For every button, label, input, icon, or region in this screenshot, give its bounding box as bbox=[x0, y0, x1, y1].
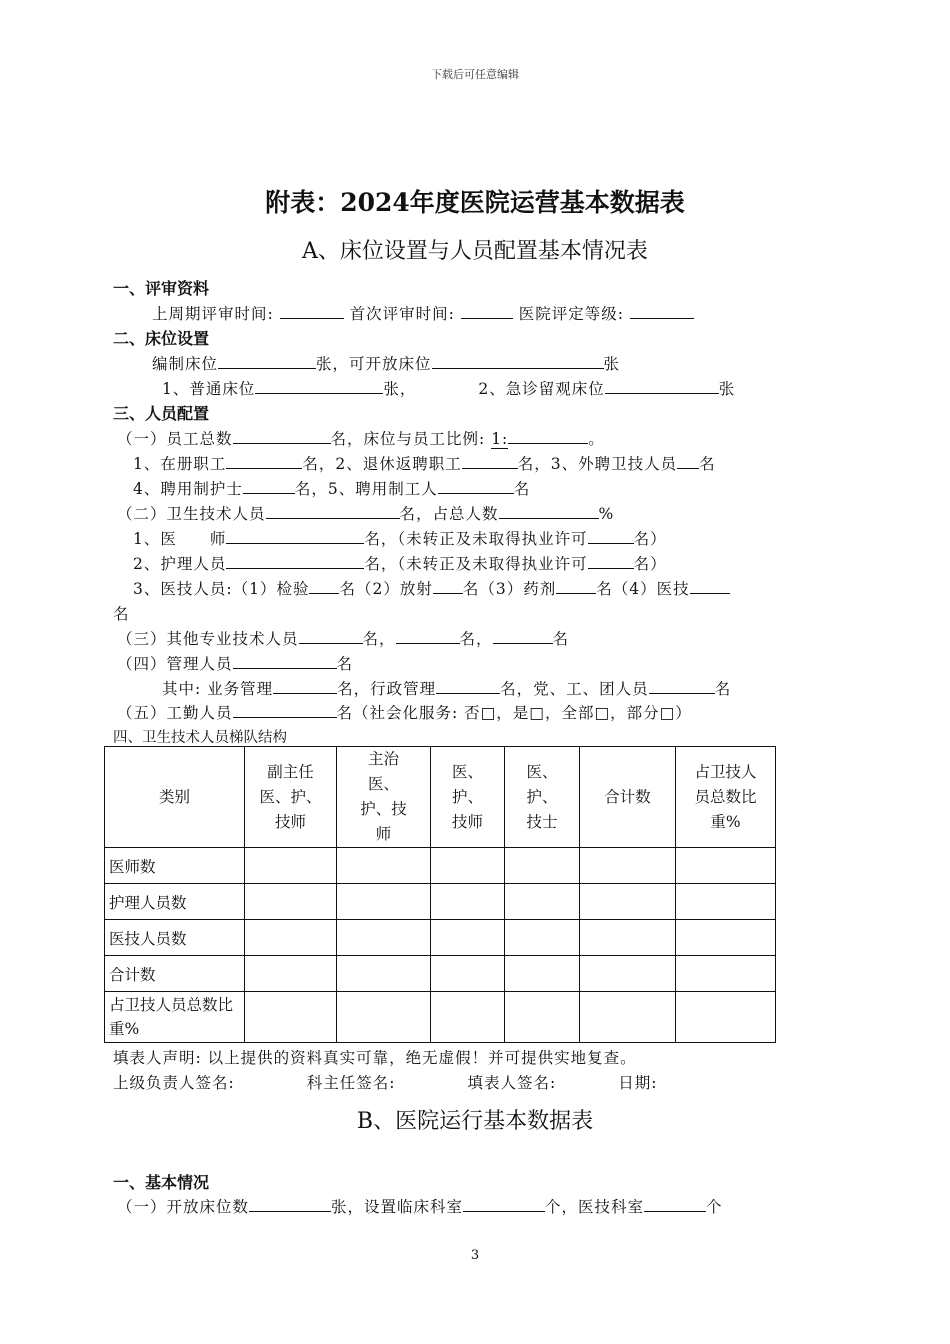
table-cell[interactable] bbox=[431, 920, 505, 956]
table-row bbox=[105, 848, 776, 884]
label-service-workers: （五）工勤人员 bbox=[117, 704, 233, 722]
section-b-title: B、医院运行基本数据表 bbox=[356, 1109, 594, 1134]
label-filler-signature: 填表人签名: bbox=[467, 1074, 557, 1092]
blank-registered-staff[interactable] bbox=[226, 453, 302, 469]
unit-close: 名） bbox=[633, 555, 667, 573]
label-admin-mgmt: 名，行政管理 bbox=[337, 680, 437, 698]
label-business-mgmt: 其中: 业务管理 bbox=[162, 680, 274, 698]
label-director-signature: 科主任签名: bbox=[306, 1074, 396, 1092]
table-cell[interactable] bbox=[505, 920, 580, 956]
tech-structure-table bbox=[104, 746, 776, 1043]
label-nurses: 2、护理人员 bbox=[133, 555, 227, 573]
table-cell[interactable] bbox=[431, 992, 505, 1043]
blank-hospital-grade[interactable] bbox=[630, 303, 694, 319]
blank-external-tech[interactable] bbox=[677, 453, 699, 469]
staff-line-11 bbox=[117, 701, 692, 723]
table-cell[interactable] bbox=[580, 920, 676, 956]
label-registered-staff: 1、在册职工 bbox=[133, 455, 227, 473]
label-other-professionals: （三）其他专业技术人员 bbox=[117, 630, 299, 648]
label-hospital-grade: 医院评定等级: bbox=[518, 305, 624, 323]
table-cell[interactable] bbox=[580, 848, 676, 884]
label-tech-depts: 个，医技科室 bbox=[545, 1198, 645, 1216]
unit-emergency-beds: 张 bbox=[718, 380, 736, 398]
unit-persons: 名 bbox=[513, 480, 531, 498]
unit-beds: 张 bbox=[603, 355, 621, 373]
blank-physicians-unlicensed[interactable] bbox=[588, 528, 634, 544]
unit-comma: 名， bbox=[362, 630, 396, 648]
label-date: 日期: bbox=[618, 1074, 658, 1092]
table-cell[interactable] bbox=[431, 884, 505, 920]
heading-bed-setup: 二、床位设置 bbox=[113, 329, 210, 348]
col-header: 副主任医、护、技师 bbox=[245, 747, 337, 848]
label-share-total: 名，占总人数 bbox=[399, 505, 499, 523]
ratio-prefix: 1: bbox=[491, 430, 509, 448]
col-header: 医、护、技士 bbox=[505, 747, 580, 848]
blank-admin-mgmt[interactable] bbox=[436, 678, 500, 694]
table-cell[interactable] bbox=[505, 884, 580, 920]
label-med-tech: 3、医技人员:（1）检验 bbox=[133, 580, 310, 598]
col-header: 医、护、技师 bbox=[431, 747, 505, 848]
staff-line-3 bbox=[133, 477, 530, 499]
blank-physicians[interactable] bbox=[226, 528, 364, 544]
staff-line-7 bbox=[133, 577, 730, 599]
heading-basic-info: 一、基本情况 bbox=[113, 1173, 210, 1192]
blank-normal-beds[interactable] bbox=[255, 378, 383, 394]
unit-close: 名） bbox=[633, 530, 667, 548]
staff-line-4 bbox=[117, 502, 614, 524]
blank-contract-nurses[interactable] bbox=[243, 478, 295, 494]
staff-line-10 bbox=[162, 677, 731, 699]
heading-staffing: 三、人员配置 bbox=[113, 404, 210, 423]
label-bed-staff-ratio: 名，床位与员工比例: bbox=[330, 430, 486, 448]
label-normal-beds: 1、普通床位 bbox=[162, 380, 256, 398]
staff-line-8 bbox=[117, 627, 569, 649]
label-radiology: 名（2）放射 bbox=[339, 580, 433, 598]
unit-normal-beds: 张， bbox=[383, 380, 417, 398]
table-cell[interactable] bbox=[245, 884, 337, 920]
col-header: 主治医、护、技师 bbox=[337, 747, 431, 848]
label-pharmacy: 名（3）药剂 bbox=[462, 580, 557, 598]
staff-line-9 bbox=[117, 652, 353, 674]
table-cell[interactable] bbox=[580, 992, 676, 1043]
table-cell[interactable] bbox=[676, 992, 776, 1043]
col-header: 合计数 bbox=[580, 747, 676, 848]
heading-tech-structure: 四、卫生技术人员梯队结构 bbox=[113, 730, 287, 746]
label-rehired: 名，2、退休返聘职工 bbox=[302, 455, 462, 473]
row-label: 占卫技人员总数比重% bbox=[105, 992, 245, 1043]
blank-management[interactable] bbox=[233, 653, 337, 669]
table-row bbox=[105, 920, 776, 956]
table-row bbox=[105, 992, 776, 1043]
table-cell[interactable] bbox=[505, 992, 580, 1043]
label-external-tech: 名，3、外聘卫技人员 bbox=[517, 455, 678, 473]
label-total-staff: （一）员工总数 bbox=[117, 430, 233, 448]
label-outsourcing-options: 名（社会化服务: 否□，是□，全部□，部分□） bbox=[336, 704, 692, 722]
blank-lab[interactable] bbox=[309, 578, 339, 594]
label-other-tech: 名（4）医技 bbox=[596, 580, 690, 598]
period: 。 bbox=[588, 430, 605, 448]
unit-persons: 名 bbox=[699, 455, 716, 473]
label-open-beds-b: （一）开放床位数 bbox=[117, 1198, 250, 1216]
bed-line-2 bbox=[162, 377, 735, 399]
review-line bbox=[152, 302, 694, 324]
table-cell[interactable] bbox=[505, 956, 580, 992]
blank-total-staff[interactable] bbox=[233, 428, 331, 444]
blank-tech-depts[interactable] bbox=[644, 1196, 706, 1212]
table-cell[interactable] bbox=[676, 848, 776, 884]
table-cell[interactable] bbox=[337, 848, 431, 884]
label-physicians-unlicensed: 名，（未转正及未取得执业许可 bbox=[364, 530, 588, 548]
blank-other-tech[interactable] bbox=[690, 578, 730, 594]
label-health-tech: （二）卫生技术人员 bbox=[117, 505, 266, 523]
row-label: 合计数 bbox=[105, 956, 245, 992]
row-label: 医技人员数 bbox=[105, 920, 245, 956]
unit-count: 个 bbox=[706, 1198, 723, 1216]
table-cell[interactable] bbox=[580, 884, 676, 920]
unit-comma: 名， bbox=[459, 630, 493, 648]
staff-line-7b: 名 bbox=[113, 605, 130, 623]
staff-line-6 bbox=[133, 552, 667, 574]
blank-open-beds-b[interactable] bbox=[249, 1196, 331, 1212]
blank-pharmacy[interactable] bbox=[556, 578, 596, 594]
table-header-row bbox=[105, 747, 776, 848]
table-cell[interactable] bbox=[245, 992, 337, 1043]
blank-radiology[interactable] bbox=[433, 578, 463, 594]
blank-first-review[interactable] bbox=[461, 303, 513, 319]
blank-health-tech[interactable] bbox=[266, 503, 400, 519]
label-contract-nurses: 4、聘用制护士 bbox=[133, 480, 243, 498]
table-cell[interactable] bbox=[245, 920, 337, 956]
label-first-review: 首次评审时间: bbox=[349, 305, 455, 323]
label-last-review: 上周期评审时间: bbox=[152, 305, 274, 323]
basic-line-1 bbox=[117, 1195, 723, 1217]
blank-other-prof-2[interactable] bbox=[396, 628, 460, 644]
label-nurses-unlicensed: 名，（未转正及未取得执业许可 bbox=[364, 555, 588, 573]
bed-line-1 bbox=[152, 352, 620, 374]
blank-nurses[interactable] bbox=[226, 553, 364, 569]
col-header: 占卫技人员总数比重% bbox=[676, 747, 776, 848]
table-cell[interactable] bbox=[337, 992, 431, 1043]
unit-persons: 名 bbox=[552, 630, 570, 648]
blank-party-staff[interactable] bbox=[649, 678, 715, 694]
declaration: 填表人声明: 以上提供的资料真实可靠，绝无虚假！并可提供实地复查。 bbox=[113, 1049, 637, 1067]
blank-contract-workers[interactable] bbox=[438, 478, 514, 494]
label-open-beds: 张，可开放床位 bbox=[316, 355, 432, 373]
blank-ratio[interactable] bbox=[508, 428, 588, 444]
label-clinical-depts: 张，设置临床科室 bbox=[331, 1198, 464, 1216]
blank-rehired[interactable] bbox=[462, 453, 518, 469]
unit-persons: 名 bbox=[714, 680, 732, 698]
table-cell[interactable] bbox=[676, 956, 776, 992]
staff-line-1 bbox=[117, 427, 605, 449]
table-cell[interactable] bbox=[337, 920, 431, 956]
heading-review-info: 一、评审资料 bbox=[113, 279, 210, 298]
label-party-staff: 名，党、工、团人员 bbox=[500, 680, 649, 698]
table-row bbox=[105, 884, 776, 920]
unit-persons: 名 bbox=[336, 655, 354, 673]
table-cell[interactable] bbox=[245, 956, 337, 992]
table-row bbox=[105, 956, 776, 992]
row-label: 医师数 bbox=[105, 848, 245, 884]
blank-nurses-unlicensed[interactable] bbox=[588, 553, 634, 569]
table-cell[interactable] bbox=[505, 848, 580, 884]
label-management: （四）管理人员 bbox=[117, 655, 233, 673]
label-physicians: 1、医 师 bbox=[133, 530, 227, 548]
staff-line-2 bbox=[133, 452, 716, 474]
percent-sign: % bbox=[598, 505, 615, 523]
staff-line-5 bbox=[133, 527, 667, 549]
page-number: 3 bbox=[470, 1248, 480, 1263]
label-supervisor-signature: 上级负责人签名: bbox=[113, 1074, 235, 1092]
table-cell[interactable] bbox=[337, 956, 431, 992]
page-header: 下载后可任意编辑 bbox=[431, 68, 519, 81]
blank-last-review[interactable] bbox=[280, 303, 344, 319]
blank-other-prof-3[interactable] bbox=[493, 628, 553, 644]
blank-business-mgmt[interactable] bbox=[273, 678, 337, 694]
table-cell[interactable] bbox=[245, 848, 337, 884]
blank-clinical-depts[interactable] bbox=[463, 1196, 545, 1212]
table-cell[interactable] bbox=[337, 884, 431, 920]
blank-open-beds[interactable] bbox=[432, 353, 604, 369]
row-label: 护理人员数 bbox=[105, 884, 245, 920]
table-cell[interactable] bbox=[676, 884, 776, 920]
document-title: 附表：2024年度医院运营基本数据表 bbox=[265, 188, 685, 217]
table-cell[interactable] bbox=[580, 956, 676, 992]
blank-other-prof-1[interactable] bbox=[299, 628, 363, 644]
blank-share-total[interactable] bbox=[499, 503, 599, 519]
blank-emergency-beds[interactable] bbox=[605, 378, 719, 394]
table-cell[interactable] bbox=[676, 920, 776, 956]
label-planned-beds: 编制床位 bbox=[152, 355, 219, 373]
section-a-title: A、床位设置与人员配置基本情况表 bbox=[302, 239, 648, 264]
signature-line bbox=[113, 1071, 657, 1093]
table-cell[interactable] bbox=[431, 956, 505, 992]
table-cell[interactable] bbox=[431, 848, 505, 884]
blank-planned-beds[interactable] bbox=[218, 353, 316, 369]
label-emergency-beds: 2、急诊留观床位 bbox=[478, 380, 605, 398]
col-header: 类别 bbox=[105, 747, 245, 848]
blank-service-workers[interactable] bbox=[233, 702, 337, 718]
label-contract-workers: 名，5、聘用制工人 bbox=[294, 480, 438, 498]
